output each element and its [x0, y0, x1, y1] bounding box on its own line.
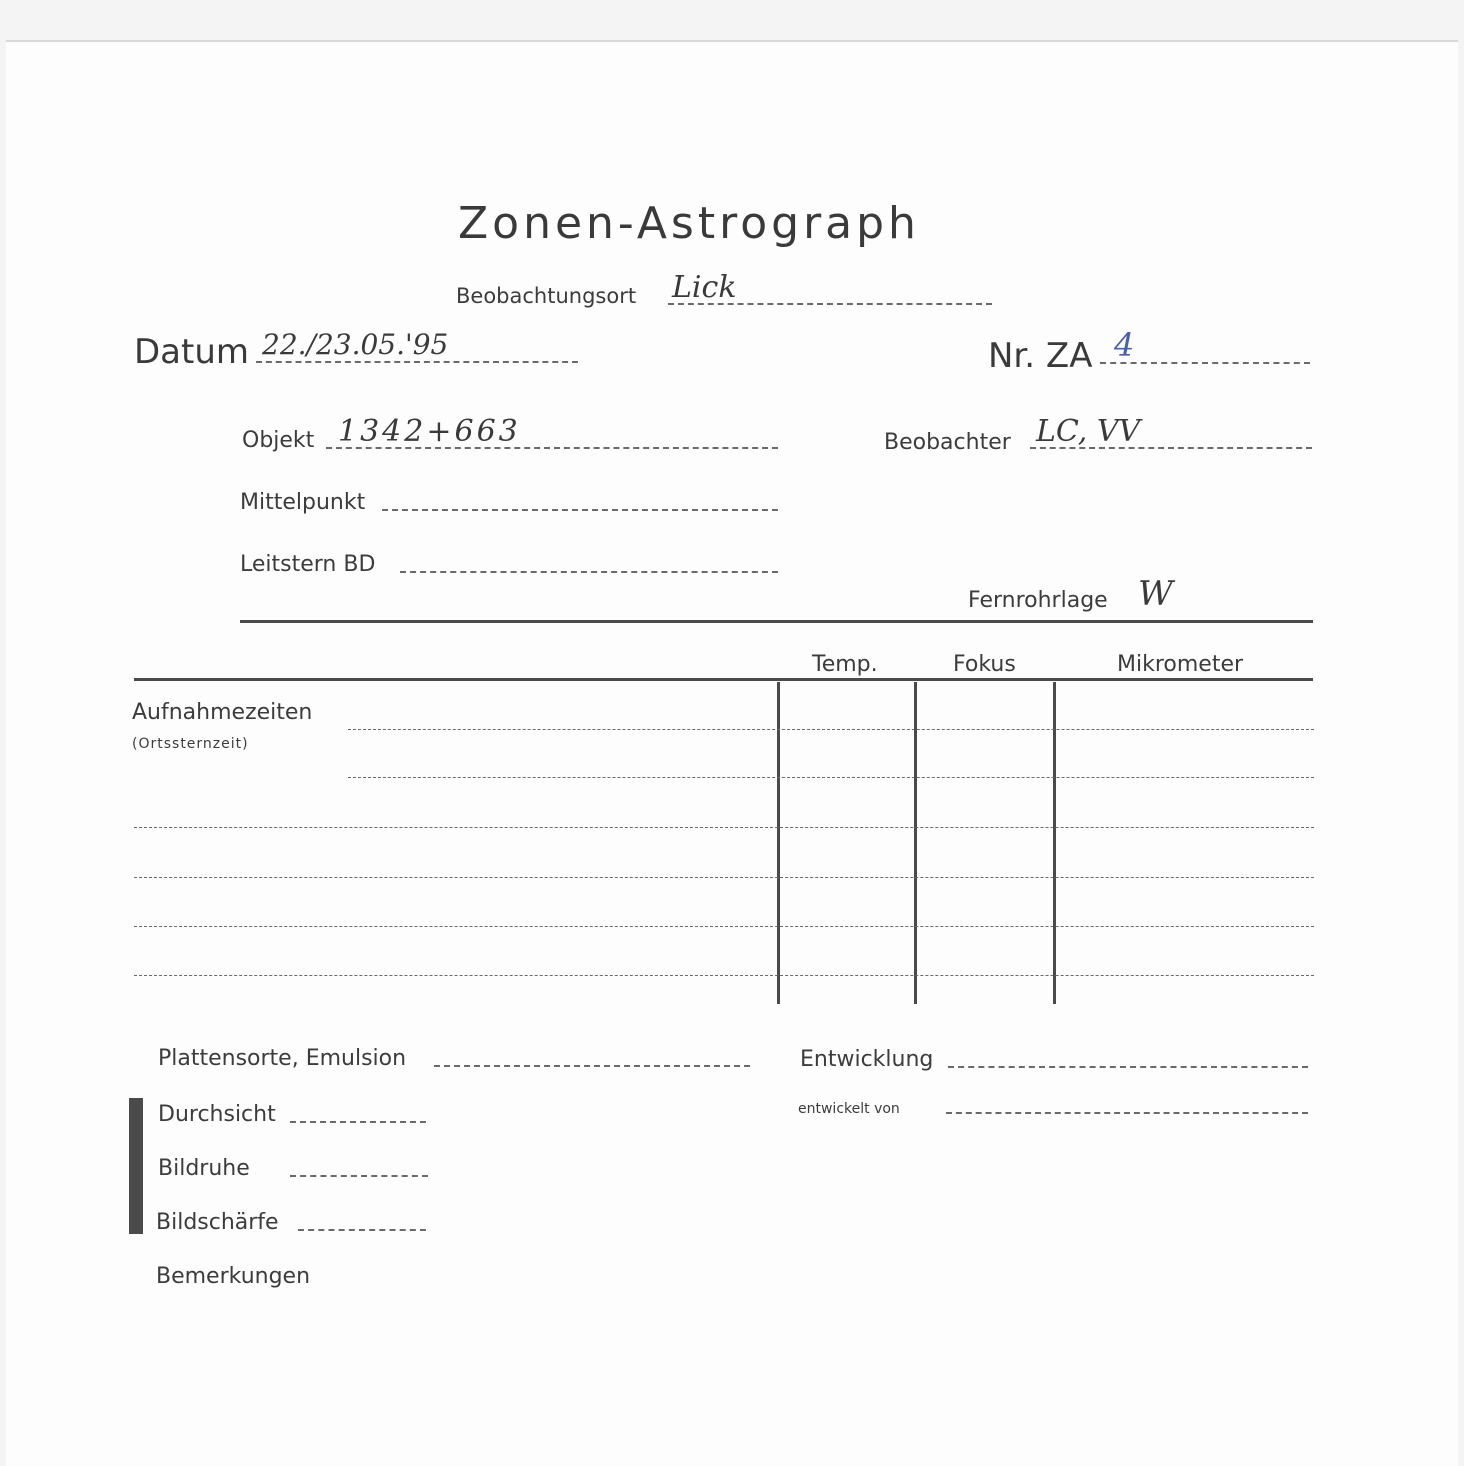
datum-line [256, 361, 578, 363]
bildruhe-line [290, 1175, 428, 1177]
col-header-temp: Temp. [812, 652, 878, 677]
objekt-line [326, 447, 778, 449]
objekt-label: Objekt [242, 428, 315, 453]
durchsicht-line [290, 1121, 426, 1123]
bildschaerfe-line [298, 1229, 426, 1231]
mittelpunkt-line [382, 509, 778, 511]
bildruhe-label: Bildruhe [158, 1156, 250, 1181]
table-header-rule [134, 678, 1313, 681]
entwicklung-line [948, 1066, 1308, 1068]
bildschaerfe-label: Bildschärfe [156, 1210, 279, 1235]
nr-za-value: 4 [1114, 326, 1135, 364]
entwickelt-von-line [946, 1112, 1308, 1114]
table-row-line [348, 729, 1314, 730]
objekt-value: 1342+663 [338, 414, 521, 449]
bemerkungen-label: Bemerkungen [156, 1264, 311, 1289]
table-row-line [134, 926, 1314, 927]
table-row-line [134, 975, 1314, 976]
datum-label: Datum [134, 332, 250, 372]
column-rule-temp [777, 682, 780, 1004]
nr-za-line [1100, 362, 1310, 364]
beobachter-value: LC, VV [1036, 414, 1141, 449]
beobachtungsort-line [668, 303, 992, 305]
mittelpunkt-label: Mittelpunkt [240, 490, 366, 515]
leitstern-label: Leitstern BD [240, 552, 376, 577]
beobachtungsort-label: Beobachtungsort [456, 284, 637, 308]
durchsicht-label: Durchsicht [158, 1102, 276, 1127]
quality-marker-bar [129, 1098, 143, 1234]
table-row-line [134, 827, 1314, 828]
table-row-line [134, 877, 1314, 878]
beobachter-label: Beobachter [884, 430, 1011, 455]
beobachtungsort-value: Lick [672, 270, 737, 305]
aufnahmezeiten-sublabel: (Ortssternzeit) [132, 736, 249, 752]
entwickelt-von-label: entwickelt von [798, 1101, 900, 1117]
entwicklung-label: Entwicklung [800, 1047, 934, 1072]
form-sheet [6, 40, 1458, 1466]
table-row-line [348, 777, 1314, 778]
datum-value: 22./23.05.'95 [262, 328, 449, 361]
leitstern-line [400, 571, 778, 573]
fernrohrlage-label: Fernrohrlage [968, 588, 1108, 613]
col-header-mikrometer: Mikrometer [1117, 652, 1244, 677]
col-header-fokus: Fokus [953, 652, 1016, 677]
nr-za-label: Nr. ZA [988, 336, 1093, 376]
beobachter-line [1030, 447, 1312, 449]
column-rule-fokus [914, 682, 917, 1004]
plattensorte-label: Plattensorte, Emulsion [158, 1046, 407, 1071]
section-divider [240, 620, 1313, 623]
fernrohrlage-value: W [1138, 574, 1173, 614]
column-rule-mikrometer [1053, 682, 1056, 1004]
plattensorte-line [434, 1065, 750, 1067]
aufnahmezeiten-label: Aufnahmezeiten [132, 700, 313, 725]
form-title: Zonen-Astrograph [458, 198, 920, 249]
